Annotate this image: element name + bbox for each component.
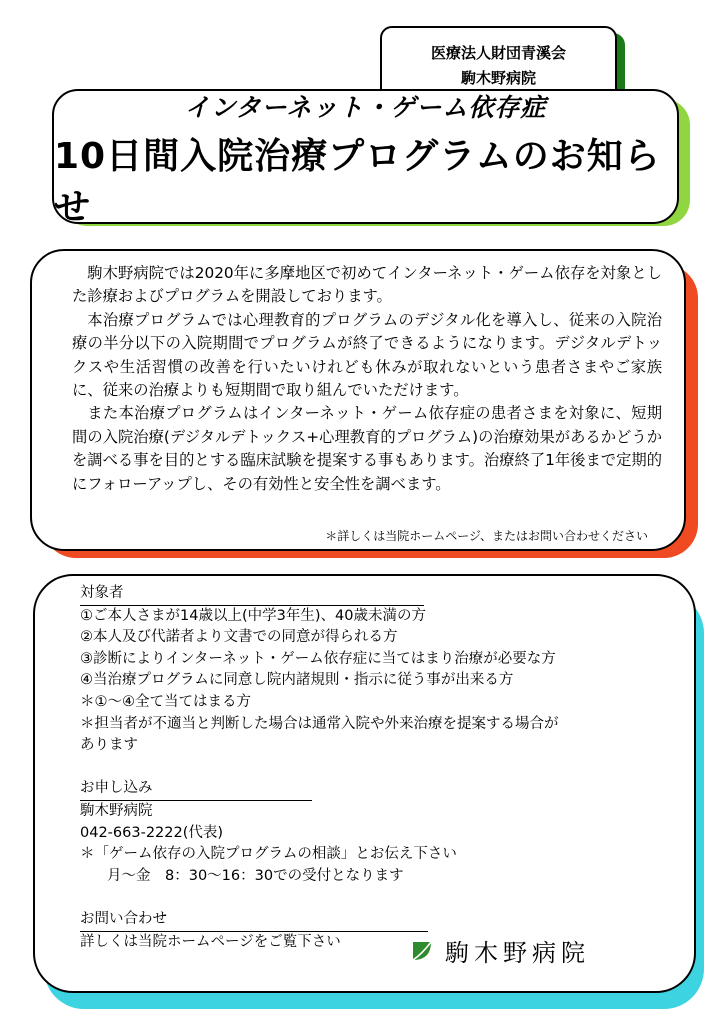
inquiry-text: 詳しくは当院ホームページをご覧下さい <box>80 933 341 950</box>
eligibility-item: ①ご本人さまが14歳以上(中学3年生)、40歳未満の方 <box>80 607 426 624</box>
intro-note: ＊詳しくは当院ホームページ、またはお問い合わせください <box>325 529 648 543</box>
eligibility-item: あります <box>80 737 138 754</box>
intro-paragraph: 本治療プログラムでは心理教育的プログラムのデジタル化を導入し、従来の入院治療の半分以下の入院期間でプログラムが終了できるようになります。デジタルデトックスや生活習慣の改善を行いたいけれども休みが取れないという患者さまやご家族に、従来の治療よりも短期間で取り組んでいただけます。 <box>72 310 662 400</box>
intro-paragraph: また本治療プログラムはインターネット・ゲーム依存症の患者さまを対象に、短期間の入院治療(デジタルデトックス+心理教育的プログラム)の治療効果があるかどうかを調べる事を目的とする臨床試験を提案する事もあります。治療終了1年後まで定期的にフォローアップし、その有効性と安全性を調べます。 <box>72 404 662 493</box>
eligibility-item: ＊①～④全て当てはまる方 <box>80 693 251 710</box>
application-hospital: 駒木野病院 <box>80 802 153 819</box>
eligibility-item: ＊担当者が不適当と判断した場合は通常入院や外来治療を提案する場合が <box>80 715 559 732</box>
application-note: ＊「ゲーム依存の入院プログラムの相談」とお伝え下さい <box>80 846 457 863</box>
inquiry-title: お問い合わせ <box>80 909 428 932</box>
intro-paragraph: 駒木野病院では2020年に多摩地区で初めてインターネット・ゲーム依存を対象とした診療およびプログラムを開設しております。 <box>72 264 662 306</box>
leaf-logo-icon <box>411 940 433 962</box>
application-title: お申し込み <box>80 778 312 801</box>
intro-text <box>72 262 662 496</box>
intro-box <box>30 249 686 551</box>
title-box <box>52 89 679 228</box>
logo-text: 駒木野病院 <box>445 939 590 967</box>
application-hours: 月～金 8：30～16：30での受付となります <box>107 867 404 884</box>
title-subtitle: インターネット・ゲーム依存症 <box>184 92 547 122</box>
org-hospital: 駒木野病院 <box>460 68 536 87</box>
eligibility-item: ②本人及び代諾者より文書での同意が得られる方 <box>80 629 398 646</box>
page-title: 10日間入院治療プログラムのお知らせ <box>54 135 661 228</box>
info-box <box>33 574 696 993</box>
info-content <box>80 583 680 953</box>
hospital-logo <box>411 933 590 968</box>
application-phone[interactable]: 042-663-2222(代表) <box>80 824 224 841</box>
eligibility-item: ③診断によりインターネット・ゲーム依存症に当てはまり治療が必要な方 <box>80 650 556 667</box>
org-name: 医療法人財団青溪会 <box>430 43 566 62</box>
eligibility-item: ④当治療プログラムに同意し院内諸規則・指示に従う事が出来る方 <box>80 672 514 689</box>
eligibility-title: 対象者 <box>80 583 424 606</box>
